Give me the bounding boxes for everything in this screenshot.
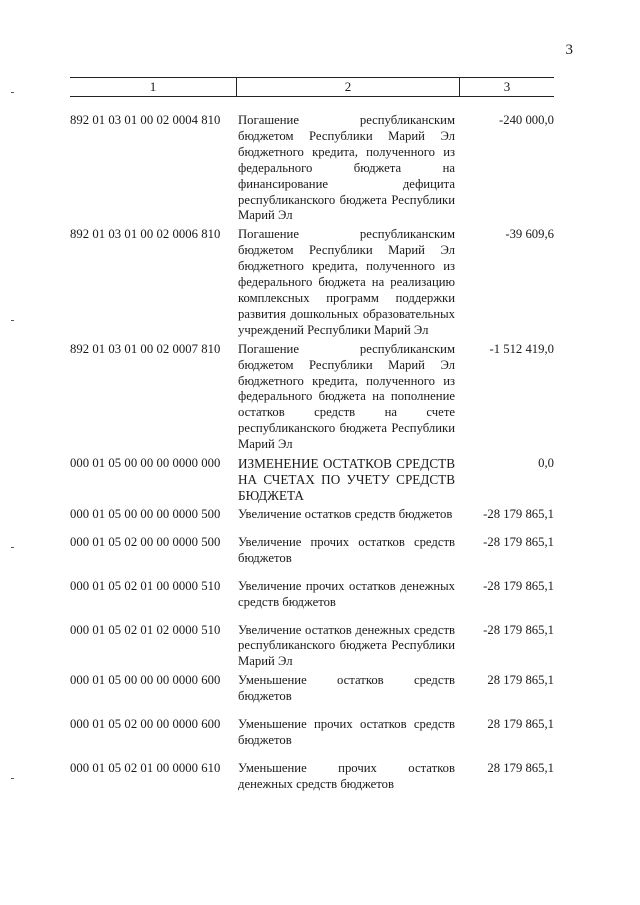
column-header-name: 2 [236, 78, 459, 96]
item-amount: -28 179 865,1 [483, 507, 554, 522]
table-row [70, 507, 554, 523]
budget-code: 892 01 03 01 00 02 0006 810 [70, 227, 221, 242]
budget-code: 000 01 05 02 01 02 0000 510 [70, 622, 221, 637]
budget-code: 000 01 05 00 00 00 0000 600 [70, 673, 221, 688]
margin-mark [11, 547, 14, 548]
column-header-amount: 3 [459, 78, 554, 96]
budget-code: 892 01 03 01 00 02 0004 810 [70, 113, 221, 127]
item-amount: 28 179 865,1 [487, 717, 554, 732]
table-row [70, 227, 554, 338]
item-name: Увеличение остатков средств бюджетов [238, 507, 453, 522]
item-amount: -28 179 865,1 [483, 578, 554, 593]
budget-code: 000 01 05 02 01 00 0000 610 [70, 760, 221, 775]
item-name: Увеличение прочих остатков средств бюджетов [238, 534, 455, 565]
table-row [70, 673, 554, 705]
table-row [70, 579, 554, 611]
item-name: Увеличение остатков денежных средств республиканского бюджета Республики Марий Эл [238, 622, 455, 669]
table-header-row [70, 77, 554, 97]
budget-code: 892 01 03 01 00 02 0007 810 [70, 341, 221, 356]
budget-code: 000 01 05 02 01 00 0000 510 [70, 578, 221, 593]
item-name: Уменьшение прочих остатков средств бюджетов [238, 717, 455, 747]
table-body [70, 113, 554, 793]
item-name: Погашение республиканским бюджетом Республики Марий Эл бюджетного кредита, полученного из федерального бюджета на реализацию комплексных программ поддержки развития дошкольных образовательных учреждений Республики Марий Эл [238, 227, 455, 337]
item-name: Увеличение прочих остатков денежных средств бюджетов [238, 578, 455, 609]
budget-code: 000 01 05 00 00 00 0000 500 [70, 507, 221, 522]
table-row [70, 342, 554, 453]
table-row [70, 113, 554, 224]
table-row [70, 535, 554, 567]
item-name: Уменьшение прочих остатков денежных средств бюджетов [238, 760, 455, 791]
table-row [70, 761, 554, 793]
budget-code: 000 01 05 02 00 00 0000 600 [70, 717, 221, 732]
table-row [70, 456, 554, 504]
table-row [70, 623, 554, 671]
item-name: Погашение республиканским бюджетом Республики Марий Эл бюджетного кредита, полученного из федерального бюджета на финансирование дефицита республиканского бюджета Республики Марий Эл [238, 113, 455, 223]
budget-code: 000 01 05 00 00 00 0000 000 [70, 456, 221, 471]
margin-mark [11, 778, 14, 779]
budget-sources-table [70, 77, 554, 796]
item-amount: -28 179 865,1 [483, 534, 554, 549]
item-amount: -39 609,6 [505, 227, 554, 242]
item-name: Уменьшение остатков средств бюджетов [238, 673, 455, 704]
table-row [70, 717, 554, 749]
item-amount: -28 179 865,1 [483, 622, 554, 637]
item-name: ИЗМЕНЕНИЕ ОСТАТКОВ СРЕДСТВ НА СЧЕТАХ ПО УЧЕТУ СРЕДСТВ БЮДЖЕТА [238, 456, 455, 504]
budget-code: 000 01 05 02 00 00 0000 500 [70, 534, 221, 549]
item-amount: -240 000,0 [499, 113, 554, 127]
column-header-code: 1 [149, 79, 157, 94]
item-amount: 28 179 865,1 [487, 760, 554, 775]
item-amount: -1 512 419,0 [489, 341, 554, 356]
item-amount: 0,0 [538, 456, 554, 471]
margin-mark [11, 92, 14, 93]
item-name: Погашение республиканским бюджетом Республики Марий Эл бюджетного кредита, полученного из федерального бюджета на пополнение остатков средств на счете республиканского бюджета Республики Марий Эл [238, 341, 455, 452]
item-amount: 28 179 865,1 [487, 673, 554, 688]
margin-mark [11, 320, 14, 321]
page-number: 3 [565, 42, 573, 58]
